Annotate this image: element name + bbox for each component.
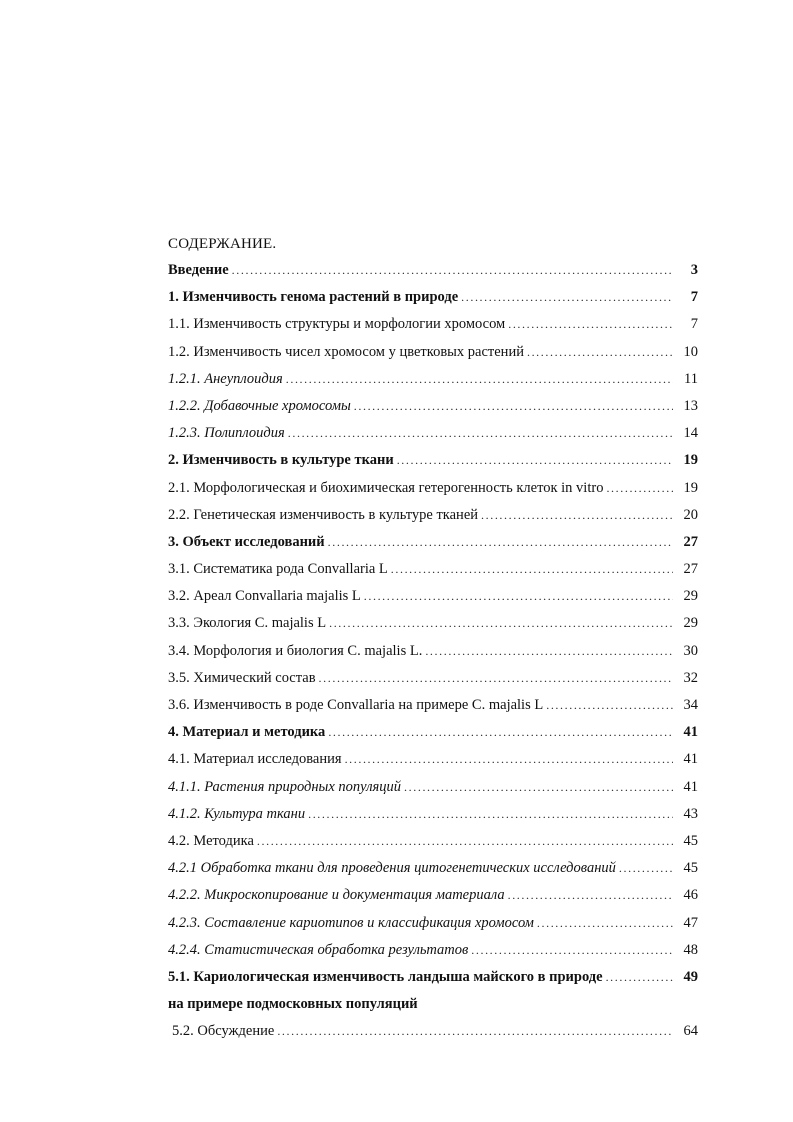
dot-leader (329, 616, 673, 631)
toc-entry-page: 41 (683, 724, 698, 741)
toc-entry-page: 19 (683, 479, 698, 496)
toc-entry (168, 779, 698, 806)
toc-entry (168, 887, 698, 914)
toc-entry-page: 11 (684, 370, 698, 387)
toc-entry (168, 751, 698, 778)
toc-entry (168, 507, 698, 534)
toc-entry (168, 942, 698, 969)
toc-entry-page: 7 (690, 289, 698, 306)
toc-entry (168, 860, 698, 887)
toc-entry-page: 29 (683, 588, 698, 605)
toc-entry-label: 4.2.3. Составление кариотипов и классификация хромосом (168, 914, 534, 931)
table-of-contents (168, 262, 698, 1050)
toc-entry (168, 425, 698, 452)
toc-entry-label: Введение (168, 262, 229, 278)
toc-entry (168, 670, 698, 697)
toc-entry-label: 4.1.2. Культура ткани (168, 805, 306, 822)
dot-leader (277, 1024, 673, 1039)
toc-entry-label: 4.1. Материал исследования (168, 751, 342, 768)
dot-leader (345, 752, 673, 767)
toc-entry (168, 398, 698, 425)
toc-entry-continuation: на примере подмосковных популяций (168, 996, 418, 1013)
toc-entry-page: 49 (683, 968, 698, 985)
dot-leader (328, 725, 673, 740)
toc-entry-label: 4.2.4. Статистическая обработка результатов (168, 941, 469, 958)
toc-entry-label: 3.6. Изменчивость в роде Convallaria на примере С. majalis L (168, 697, 544, 713)
toc-entry-page: 41 (683, 778, 698, 795)
dot-leader (537, 916, 673, 931)
toc-entry-label: 3.2. Ареал Convallaria majalis L (168, 588, 361, 605)
toc-entry-label: 3.5. Химический состав (168, 669, 316, 686)
toc-entry-label: 4.1.1. Растения природных популяций (168, 778, 402, 795)
toc-entry (168, 833, 698, 860)
toc-entry-page: 47 (683, 914, 698, 931)
dot-leader (461, 290, 673, 305)
dot-leader (308, 807, 673, 822)
toc-entry (168, 561, 698, 588)
toc-entry-page: 29 (683, 615, 698, 632)
toc-entry-page: 19 (683, 452, 698, 469)
toc-entry-page: 34 (683, 697, 698, 713)
dot-leader (232, 263, 673, 278)
toc-entry-page: 27 (683, 533, 698, 550)
toc-entry (168, 915, 698, 942)
toc-entry-page: 3 (690, 262, 698, 278)
toc-entry (168, 969, 698, 996)
toc-entry-page: 20 (683, 506, 698, 523)
dot-leader (606, 481, 673, 496)
toc-entry-label: 4.2. Методика (168, 832, 254, 849)
toc-entry-label: 4.2.2. Микроскопирование и документация материала (168, 887, 505, 904)
toc-entry (168, 452, 698, 479)
dot-leader (471, 943, 673, 958)
dot-leader (425, 644, 673, 659)
toc-entry-label: 1. Изменчивость генома растений в природе (168, 289, 459, 306)
toc-entry (168, 289, 698, 316)
toc-entry-label: 4.2.1 Обработка ткани для проведения цитогенетических исследований (168, 860, 616, 877)
toc-entry-page: 7 (690, 316, 698, 333)
dot-leader (286, 372, 673, 387)
toc-entry-label: 1.1. Изменчивость структуры и морфологии хромосом (168, 316, 506, 333)
toc-entry (168, 262, 698, 289)
dot-leader (619, 861, 673, 876)
toc-title: СОДЕРЖАНИЕ. (168, 236, 277, 252)
toc-entry-page: 13 (683, 397, 698, 414)
dot-leader (354, 399, 673, 414)
toc-entry-page: 41 (683, 751, 698, 768)
toc-entry-label: 3.4. Морфология и биология С. majalis L. (168, 642, 423, 659)
toc-entry-label: 2.1. Морфологическая и биохимическая гетерогенность клеток in vitro (168, 479, 604, 496)
toc-entry-page: 64 (683, 1023, 698, 1040)
toc-entry-label: 5.2. Обсуждение (172, 1023, 275, 1040)
dot-leader (606, 970, 673, 985)
dot-leader (508, 888, 673, 903)
toc-entry-page: 45 (683, 832, 698, 849)
toc-entry-label: 3. Объект исследований (168, 533, 325, 550)
toc-entry-page: 10 (683, 343, 698, 360)
toc-entry (168, 344, 698, 371)
toc-entry-label: 2.2. Генетическая изменчивость в культуре тканей (168, 506, 479, 523)
toc-entry (168, 806, 698, 833)
toc-entry-label: 4. Материал и методика (168, 724, 326, 741)
toc-entry (168, 480, 698, 507)
toc-entry-page: 14 (683, 425, 698, 442)
toc-entry-page: 48 (683, 941, 698, 958)
dot-leader (257, 834, 673, 849)
toc-entry (168, 697, 698, 724)
toc-entry (168, 588, 698, 615)
toc-entry (168, 534, 698, 561)
dot-leader (288, 426, 673, 441)
toc-entry-page: 43 (683, 805, 698, 822)
toc-entry-page: 27 (683, 561, 698, 578)
toc-entry (168, 371, 698, 398)
toc-entry-page: 45 (683, 860, 698, 877)
toc-entry-label: 1.2.2. Добавочные хромосомы (168, 397, 351, 414)
dot-leader (508, 317, 673, 332)
toc-entry-page: 32 (683, 669, 698, 686)
dot-leader (319, 671, 673, 686)
dot-leader (364, 589, 673, 604)
toc-entry-label: 2. Изменчивость в культуре ткани (168, 452, 394, 469)
toc-entry (168, 643, 698, 670)
dot-leader (546, 698, 673, 713)
toc-entry-page: 30 (683, 642, 698, 659)
toc-entry-label: 3.1. Систематика рода Convallaria L (168, 561, 388, 578)
toc-entry-label: 5.1. Кариологическая изменчивость ландыша майского в природе (168, 968, 603, 985)
dot-leader (397, 453, 673, 468)
dot-leader (404, 780, 673, 795)
toc-entry-label: 1.2.3. Полиплоидия (168, 425, 285, 442)
toc-entry (168, 615, 698, 642)
dot-leader (527, 345, 673, 360)
toc-entry (168, 316, 698, 343)
toc-entry (168, 1023, 698, 1050)
toc-entry-label: 1.2.1. Анеуплоидия (168, 370, 283, 387)
dot-leader (328, 535, 673, 550)
toc-entry (168, 724, 698, 751)
dot-leader (481, 508, 673, 523)
toc-entry-label: 3.3. Экология C. majalis L (168, 615, 327, 632)
toc-entry-label: 1.2. Изменчивость чисел хромосом у цветковых растений (168, 343, 524, 360)
dot-leader (391, 562, 673, 577)
toc-entry-page: 46 (683, 887, 698, 904)
